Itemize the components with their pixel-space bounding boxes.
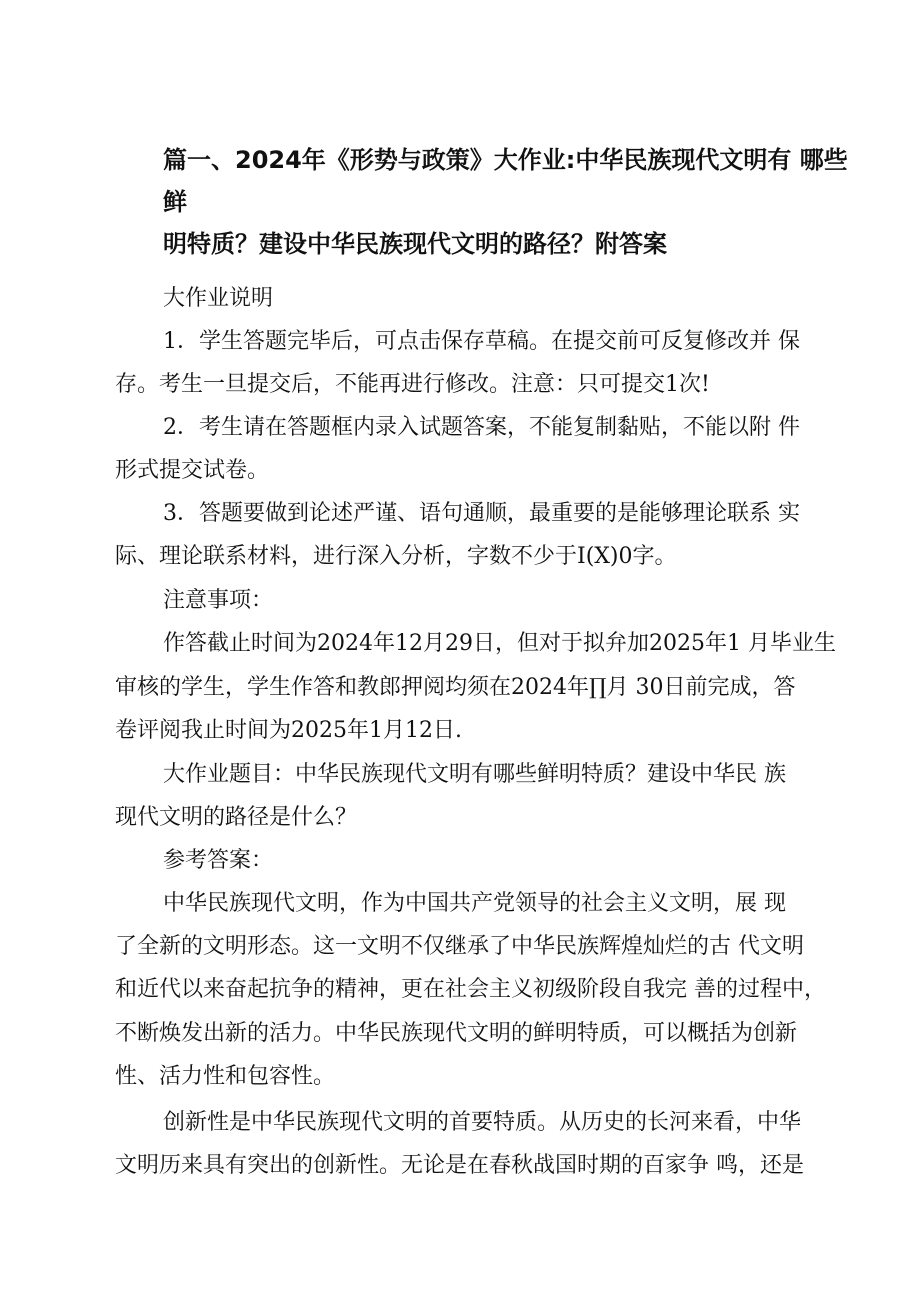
paragraph-line: 审核的学生，学生作答和教郎押阅均须在2024年∏月 30日前完成，答: [115, 675, 796, 700]
section-heading: 参考答案：: [163, 848, 274, 873]
paragraph-line: 中华民族现代文明，作为中国共产党领导的社会主义文明，展 现: [163, 891, 786, 916]
paragraph-line: 存。考生一旦提交后，不能再进行修改。注意：只可提交1次!: [115, 372, 710, 397]
paragraph-line: 2．考生请在答题框内录入试题答案，不能复制黏贴，不能以附 件: [163, 415, 800, 440]
title-line: 明特质？建设中华民族现代文明的路径？附答案: [163, 230, 667, 258]
paragraph-line: 形式提交试卷。: [115, 458, 270, 483]
paragraph-line: 不断焕发出新的活力。中华民族现代文明的鲜明特质，可以概括为创新: [115, 1021, 798, 1046]
paragraph-line: 现代文明的路径是什么？: [115, 805, 358, 830]
paragraph-line: 了全新的文明形态。这一文明不仅继承了中华民族辉煌灿烂的古 代文明: [115, 934, 804, 959]
paragraph-line: 创新性是中华民族现代文明的首要特质。从历史的长河来看，中华: [163, 1110, 802, 1135]
paragraph-line: 大作业题目：中华民族现代文明有哪些鲜明特质？建设中华民 族: [163, 762, 786, 787]
paragraph-line: 作答截止时间为2024年12月29日，但对于拟弁加2025年1 月毕业生: [163, 631, 836, 656]
paragraph-line: 3．答题要做到论述严谨、语句通顺，最重要的是能够理论联系 实: [163, 501, 800, 526]
paragraph-line: 性、活力性和包容性。: [115, 1064, 336, 1089]
paragraph-line: 和近代以来奋起抗争的精神，更在社会主义初级阶段自我完 善的过程中，: [115, 977, 826, 1002]
title-line: 篇一、2024年《形势与政策》大作业:中华民族现代文明有 哪些鲜: [163, 146, 848, 216]
paragraph-line: 1．学生答题完毕后，可点击保存草稿。在提交前可反复修改并 保: [163, 329, 800, 354]
paragraph-line: 文明历来具有突出的创新性。无论是在春秋战国时期的百家争 鸣，还是: [115, 1153, 804, 1178]
document-title: [163, 139, 863, 265]
paragraph-line: 卷评阅我止时间为2025年1月12日.: [115, 718, 462, 743]
section-heading: 注意事项：: [163, 588, 274, 613]
section-heading: 大作业说明: [163, 286, 274, 311]
paragraph-line: 际、理论联系材料，进行深入分析，字数不少于I(X)0字。: [115, 544, 677, 569]
